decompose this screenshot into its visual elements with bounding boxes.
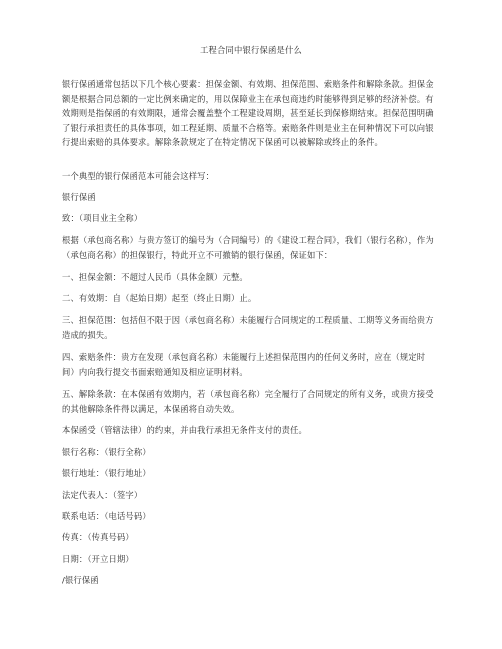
clause-amount: 一、担保金额：不超过人民币（具体金额）元整。 (62, 272, 248, 282)
fax-line: 传真：（传真号码） (62, 532, 134, 542)
guarantee-heading: 银行保函 (62, 192, 96, 202)
date-line: 日期：（开立日期） (62, 554, 134, 564)
governing-law-line: 本保函受（管辖法律）的约束，并由我行承担无条件支付的责任。 (62, 425, 307, 435)
legal-representative-line: 法定代表人：（签字） (62, 490, 143, 500)
body-paragraph: 根据（承包商名称）与贵方签订的编号为（合同编号）的《建设工程合同》，我们（银行名称），作为（承包商名称）的担保银行，特此开立不可撤销的银行保函，保证如下： (62, 235, 434, 260)
clause-claim: 四、索赔条件：贵方在发现（承包商名称）未能履行上述担保范围内的任何义务时，应在（规定时间）内向我行提交书面索赔通知及相应证明材料。 (62, 352, 426, 377)
bank-name-line: 银行名称：（银行全称） (62, 447, 151, 457)
intro-paragraph: 银行保函通常包括以下几个核心要素：担保金额、有效期、担保范围、索赔条件和解除条款。担保金额是根据合同总额的一定比例来确定的，用以保障业主在承包商违约时能够得到足够的经济补偿。有效期则是指保函的有效期限，通常会覆盖整个工程建设周期，甚至延长到保修期结束。担保范围明确了银行承担责任的具体事项，如工程延期、质量不合格等。索赔条件则是业主在何种情况下可以向银行提出索赔的具体要求。解除条款规定了在特定情况下保函可以被解除或终止的条件。 (62, 79, 434, 148)
phone-line: 联系电话：（电话号码） (62, 511, 151, 521)
document-title: 工程合同中银行保函是什么 (200, 45, 302, 55)
closing-text: 银行保函 (64, 575, 99, 585)
bank-address-line: 银行地址：（银行地址） (62, 468, 151, 478)
clause-release: 五、解除条款：在本保函有效期内，若（承包商名称）完全履行了合同规定的所有义务，或贵方接受的其他解除条件得以满足，本保函将自动失效。 (62, 389, 434, 414)
closing-slash: / (62, 575, 65, 585)
addressee-line: 致：（项目业主全称） (62, 213, 143, 223)
clause-scope: 三、担保范围：包括但不限于因（承包商名称）未能履行合同规定的工程质量、工期等义务而给贵方造成的损失。 (62, 315, 434, 340)
closing-line (62, 573, 436, 588)
template-intro: 一个典型的银行保函范本可能会这样写： (62, 171, 215, 181)
clause-validity: 二、有效期：自（起始日期）起至（终止日期）止。 (62, 293, 257, 303)
